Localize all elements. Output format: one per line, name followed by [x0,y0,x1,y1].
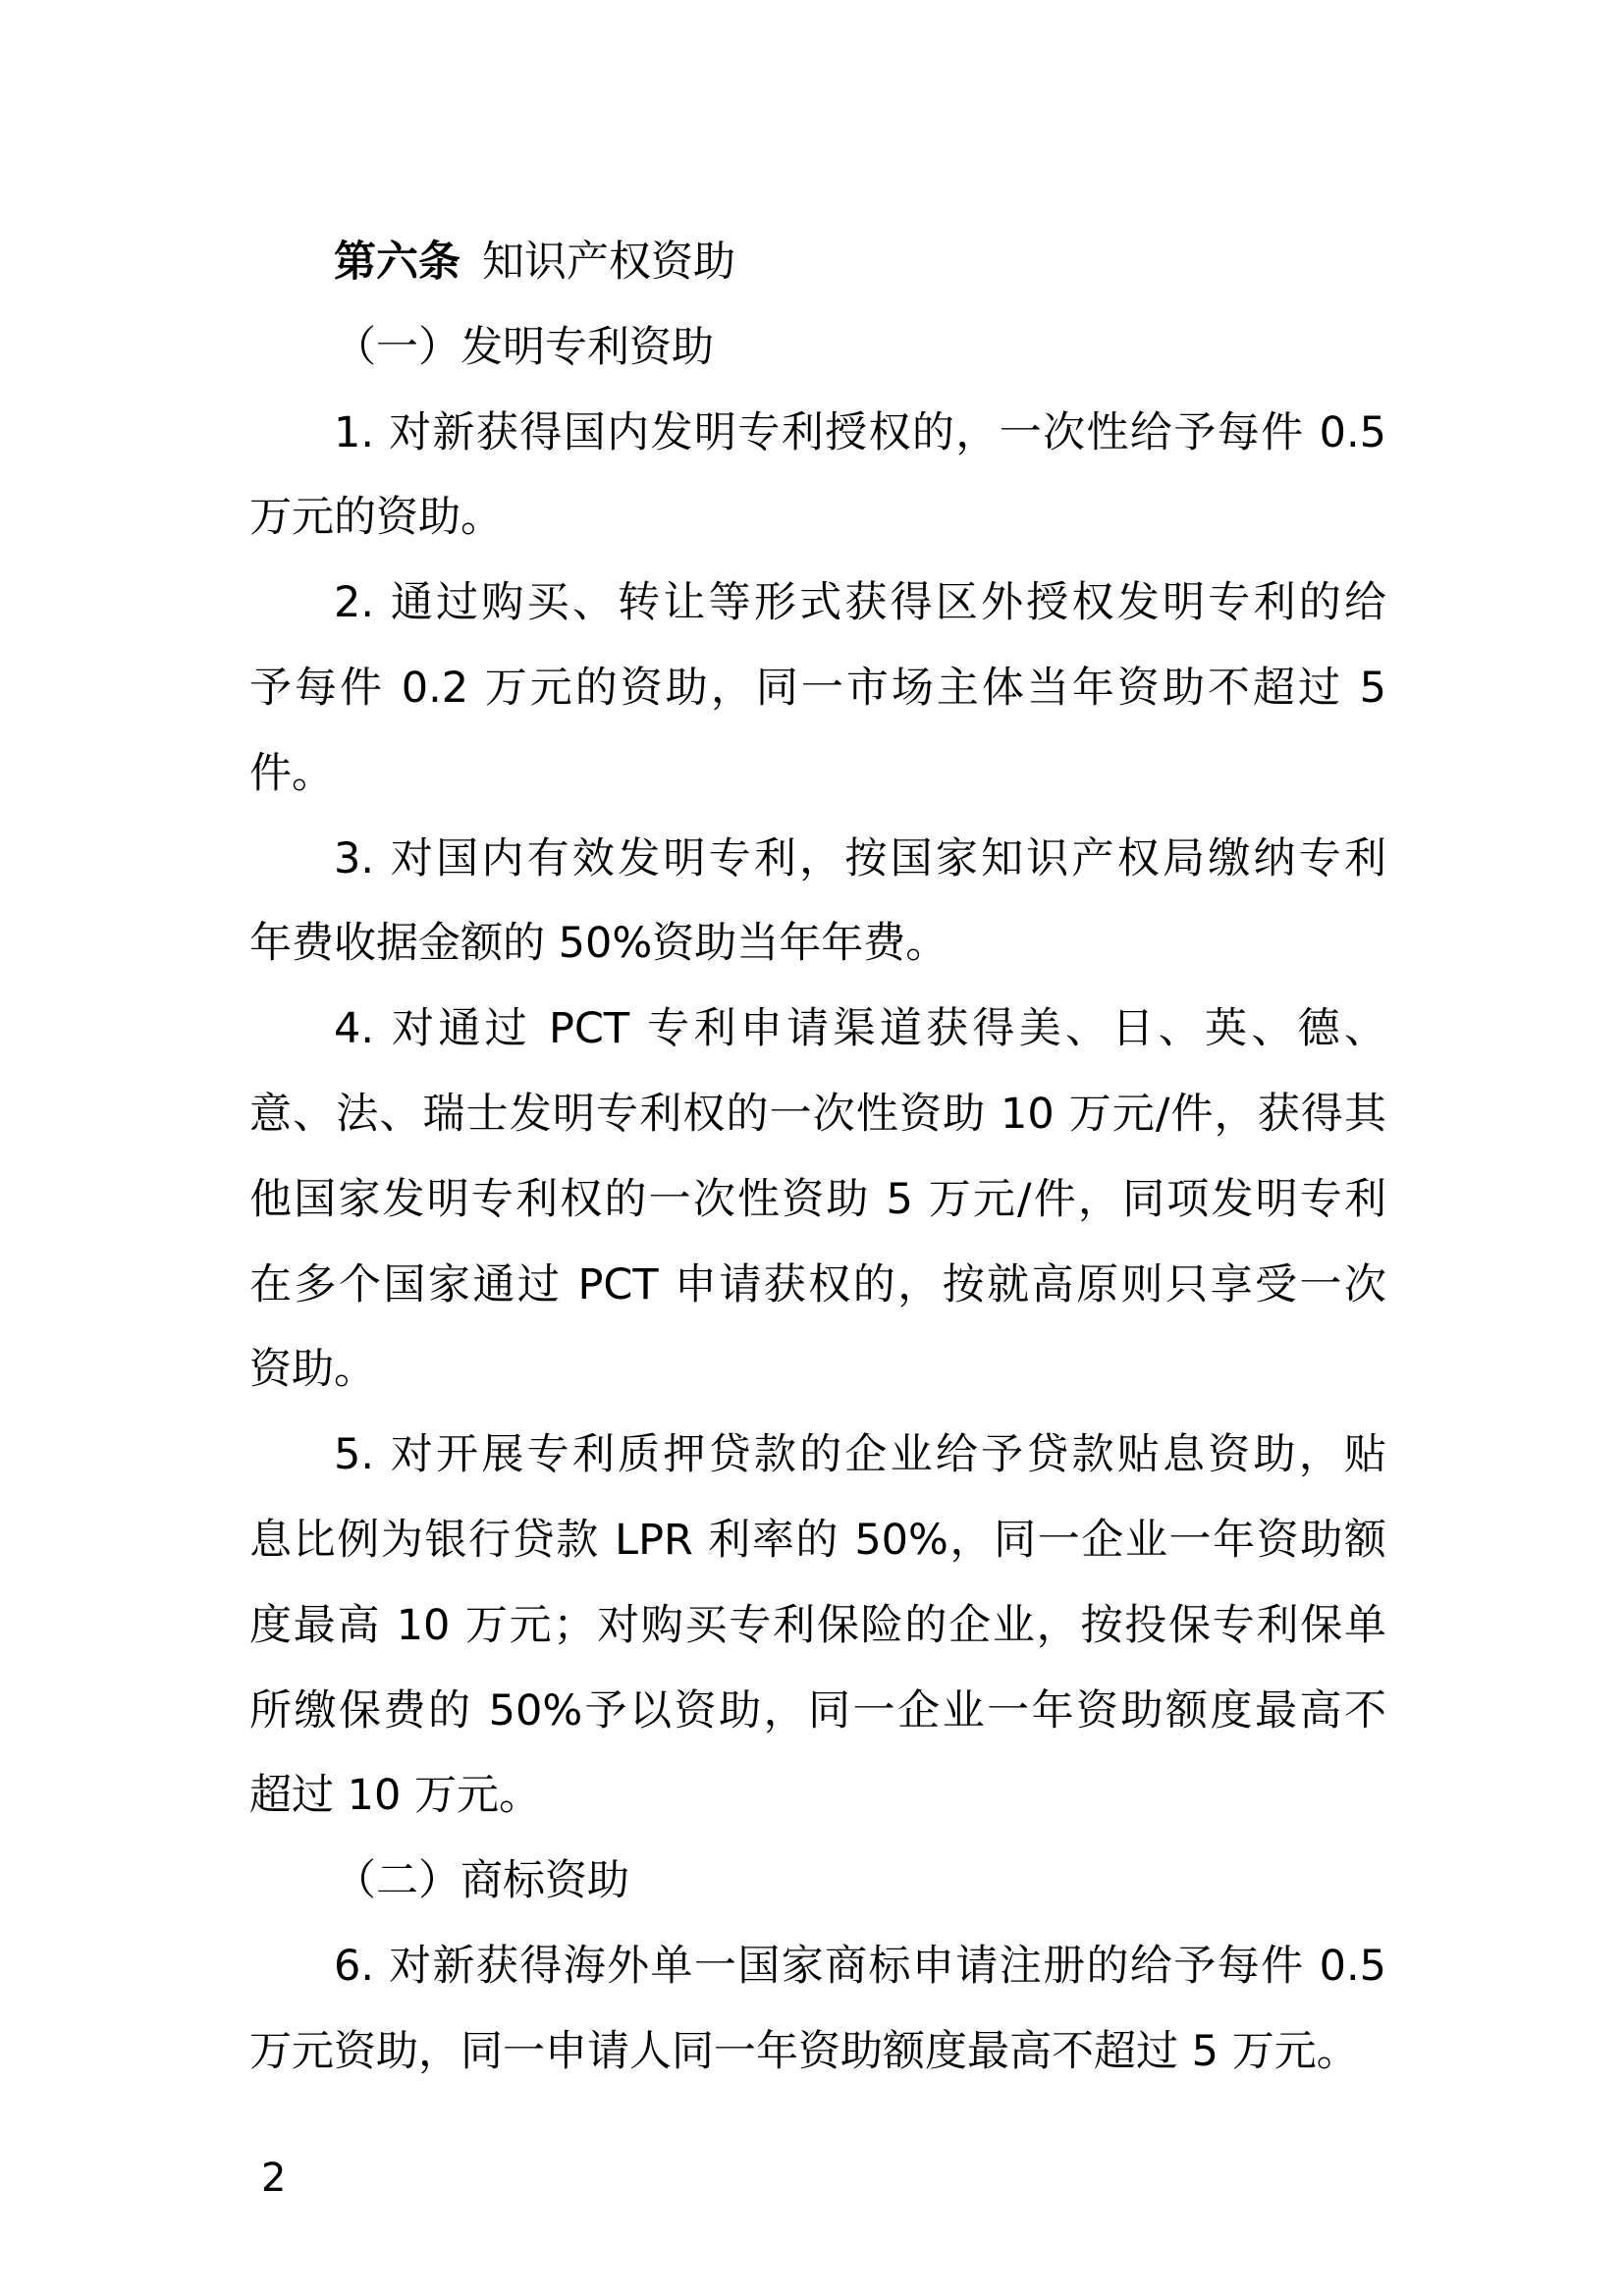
item-3 [249,817,1386,988]
item-2 [249,561,1386,816]
page-number: 2 [261,2156,287,2201]
paragraph-line: 万元资助，同一申请人同一年资助额度最高不超过 5 万元。 [249,2026,1359,2076]
article-heading [249,220,1386,305]
paragraph-line: 息比例为银行贷款 LPR 利率的 50%，同一企业一年资助额 [249,1515,1386,1565]
section-heading-trademark: （二）商标资助 [334,1856,629,1906]
paragraph-line: 件。 [249,748,334,798]
item-4 [249,987,1386,1413]
paragraph-line: 2. 通过购买、转让等形式获得区外授权发明专利的给 [334,578,1386,628]
paragraph-line: 1. 对新获得国内发明专利授权的，一次性给予每件 0.5 [334,407,1386,457]
paragraph-line: 4. 对通过 PCT 专利申请渠道获得美、日、英、德、 [334,1004,1386,1054]
paragraph-line: 所缴保费的 50%予以资助，同一企业一年资助额度最高不 [249,1685,1386,1735]
section-heading-invention-patent: （一）发明专利资助 [334,322,714,372]
item-1 [249,391,1386,561]
item-5 [249,1413,1386,1839]
article-label: 第六条 [334,238,460,287]
paragraph-line: 年费收据金额的 50%资助当年年费。 [249,919,948,969]
paragraph-line: 万元的资助。 [249,493,503,543]
paragraph-line: 5. 对开展专利质押贷款的企业给予贷款贴息资助，贴 [334,1430,1386,1480]
paragraph-line: 3. 对国内有效发明专利，按国家知识产权局缴纳专利 [334,833,1386,883]
paragraph-line: 度最高 10 万元；对购买专利保险的企业，按投保专利保单 [249,1600,1386,1650]
paragraph-line: 资助。 [249,1345,376,1395]
paragraph-line: 6. 对新获得海外单一国家商标申请注册的给予每件 0.5 [334,1941,1386,1991]
paragraph-line: 予每件 0.2 万元的资助，同一市场主体当年资助不超过 5 [249,663,1386,713]
paragraph-line: 超过 10 万元。 [249,1771,542,1821]
article-title: 知识产权资助 [482,238,735,287]
document-page [249,220,1386,2095]
paragraph-line: 意、法、瑞士发明专利权的一次性资助 10 万元/件，获得其 [249,1089,1386,1139]
paragraph-line: 他国家发明专利权的一次性资助 5 万元/件，同项发明专利 [249,1174,1386,1224]
item-6 [249,1924,1386,2095]
paragraph-line: 在多个国家通过 PCT 申请获权的，按就高原则只享受一次 [249,1259,1386,1309]
